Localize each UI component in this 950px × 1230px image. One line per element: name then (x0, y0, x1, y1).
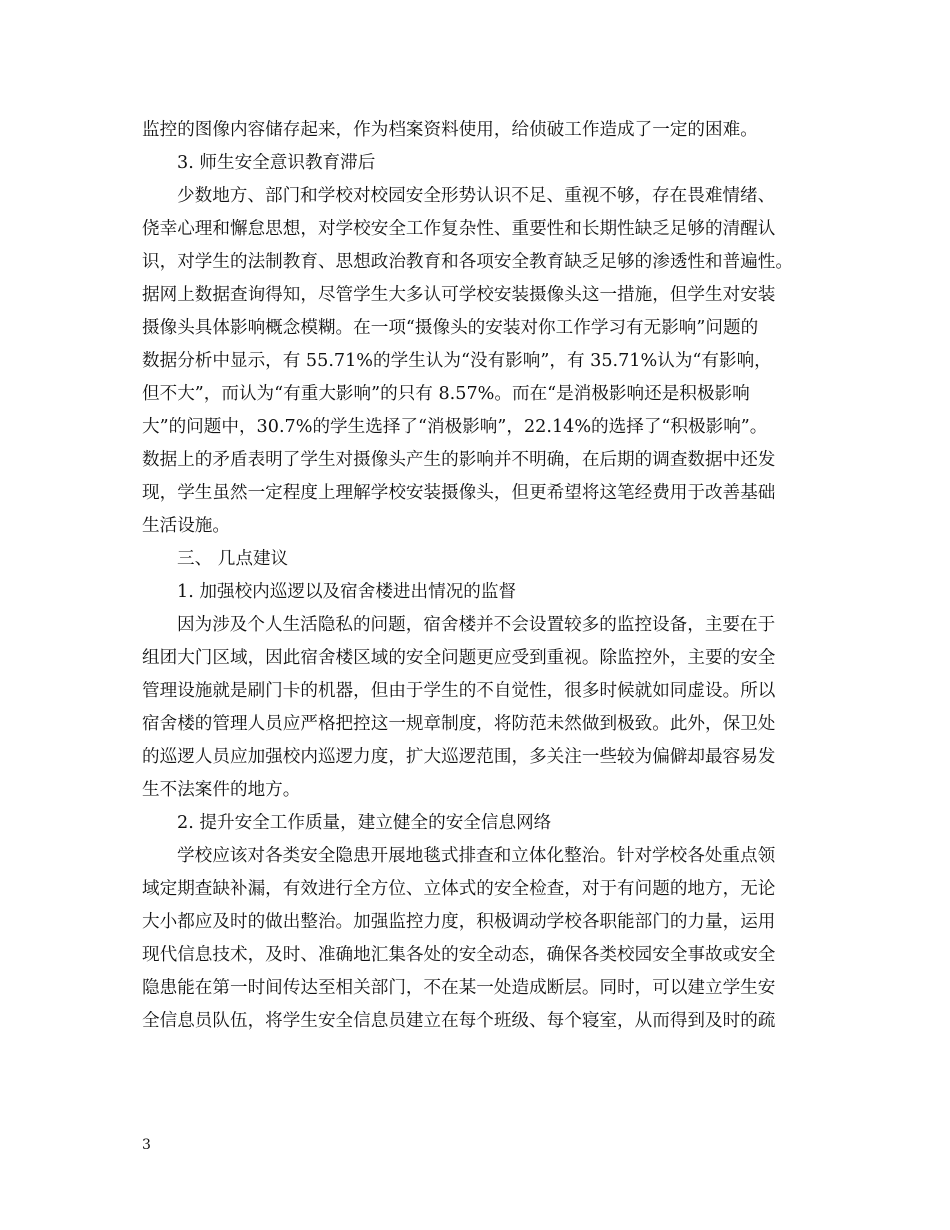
text-line: 域定期查缺补漏，有效进行全方位、立体式的安全检查，对于有问题的地方，无论 (142, 879, 776, 899)
text-line: 全信息员队伍，将学生安全信息员建立在每个班级、每个寝室，从而得到及时的疏 (142, 1011, 776, 1031)
text-line: 数据上的矛盾表明了学生对摄像头产生的影响并不明确，在后期的调查数据中还发 (142, 450, 776, 470)
text-line: 隐患能在第一时间传达至相关部门，不在某一处造成断层。同时，可以建立学生安 (142, 978, 776, 998)
text-line: 侥幸心理和懈怠思想，对学校安全工作复杂性、重要性和长期性缺乏足够的清醒认 (142, 219, 776, 239)
text-line: 生活设施。 (142, 516, 230, 536)
text-line: 现代信息技术，及时、准确地汇集各处的安全动态，确保各类校园安全事故或安全 (142, 945, 776, 965)
text-line: 监控的图像内容储存起来，作为档案资料使用，给侦破工作造成了一定的困难。 (142, 120, 758, 140)
section-heading: 三、 几点建议 (177, 549, 289, 569)
text-line: 学校应该对各类安全隐患开展地毯式排查和立体化整治。针对学校各处重点领 (177, 846, 776, 866)
text-line: 现，学生虽然一定程度上理解学校安装摄像头，但更希望将这笔经费用于改善基础 (142, 483, 776, 503)
section-heading: 3. 师生安全意识教育滞后 (177, 153, 376, 173)
text-line: 摄像头具体影响概念模糊。在一项“摄像头的安装对你工作学习有无影响”问题的 (142, 318, 759, 338)
text-line: 数据分析中显示，有 55.71%的学生认为“没有影响”，有 35.71%认为“有影响， (142, 351, 772, 371)
text-line: 组团大门区域，因此宿舍楼区域的安全问题更应受到重视。除监控外，主要的安全 (142, 648, 776, 668)
text-line: 宿舍楼的管理人员应严格把控这一规章制度，将防范未然做到极致。此外，保卫处 (142, 714, 776, 734)
page-number: 3 (142, 1137, 151, 1153)
text-line: 大”的问题中，30.7%的学生选择了“消极影响”，22.14%的选择了“积极影响”。 (142, 417, 768, 437)
text-line: 的巡逻人员应加强校内巡逻力度，扩大巡逻范围，多关注一些较为偏僻却最容易发 (142, 747, 776, 767)
text-line: 生不法案件的地方。 (142, 780, 301, 800)
text-line: 因为涉及个人生活隐私的问题，宿舍楼并不会设置较多的监控设备，主要在于 (177, 615, 776, 635)
text-line: 识，对学生的法制教育、思想政治教育和各项安全教育缺乏足够的渗透性和普遍性。 (142, 252, 793, 272)
text-line: 少数地方、部门和学校对校园安全形势认识不足、重视不够，存在畏难情绪、 (177, 186, 776, 206)
section-heading: 1. 加强校内巡逻以及宿舍楼进出情况的监督 (177, 582, 517, 602)
text-line: 管理设施就是刷门卡的机器，但由于学生的不自觉性，很多时候就如同虚设。所以 (142, 681, 776, 701)
text-line: 据网上数据查询得知，尽管学生大多认可学校安装摄像头这一措施，但学生对安装 (142, 285, 776, 305)
section-heading: 2. 提升安全工作质量，建立健全的安全信息网络 (177, 813, 552, 833)
text-line: 大小都应及时的做出整治。加强监控力度，积极调动学校各职能部门的力量，运用 (142, 912, 776, 932)
text-line: 但不大”，而认为“有重大影响”的只有 8.57%。而在“是消极影响还是积极影响 (142, 384, 750, 404)
body-text (142, 114, 822, 1038)
